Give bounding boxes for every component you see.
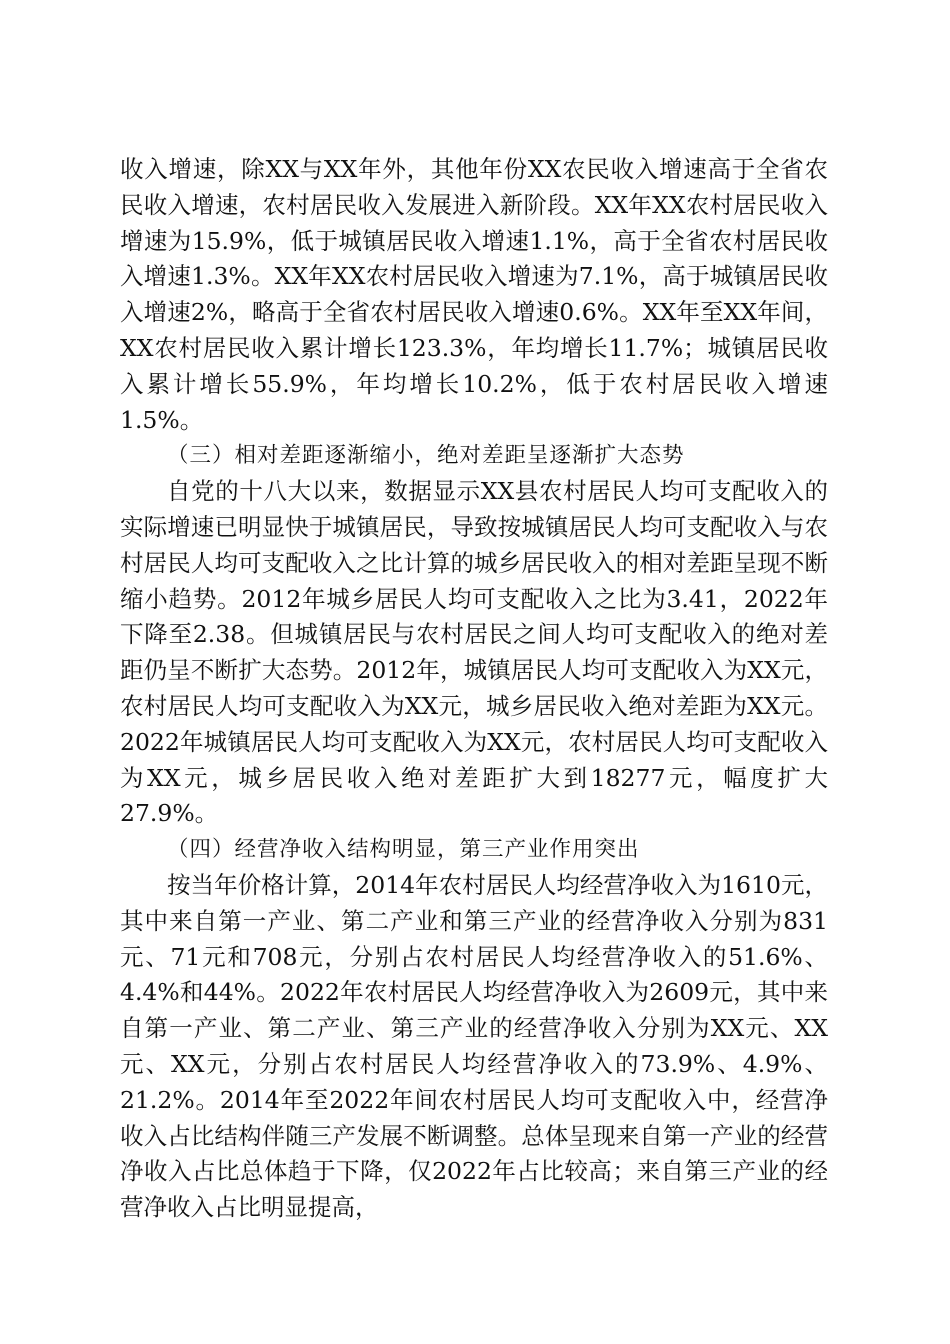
- section-heading-four: （四）经营净收入结构明显，第三产业作用突出: [167, 837, 640, 863]
- body-paragraph-business-income: 按当年价格计算，2014年农村居民人均经营净收入为1610元，其中来自第一产业、第二产业和第三产业的经营净收入分别为831元、71元和708元，分别占农村居民人均经营净收入的51.6%、4.4%和44%。2022年农村居民人均经营净收入为2609元，其中来自第一产业、第二产业、第三产业的经营净收入分别为XX元、XX元、XX元，分别占农村居民人均经营净收入的73.9%、4.9%、21.2%。2014年至2022年间农村居民人均可支配收入中，经营净收入占比结构伴随三产发展不断调整。总体呈现来自第一产业的经营净收入占比总体趋于下降，仅2022年占比较高；来自第三产业的经营净收入占比明显提高，: [120, 870, 828, 1222]
- body-paragraph-income-gap: 自党的十八大以来，数据显示XX县农村居民人均可支配收入的实际增速已明显快于城镇居民，导致按城镇居民人均可支配收入与农村居民人均可支配收入之比计算的城乡居民收入的相对差距呈现不断缩小趋势。2012年城乡居民人均可支配收入之比为3.41，2022年下降至2.38。但城镇居民与农村居民之间人均可支配收入的绝对差距仍呈不断扩大态势。2012年，城镇居民人均可支配收入为XX元，农村居民人均可支配收入为XX元，城乡居民收入绝对差距为XX元。2022年城镇居民人均可支配收入为XX元，农村居民人均可支配收入为XX元，城乡居民收入绝对差距扩大到18277元，幅度扩大27.9%。: [120, 477, 828, 828]
- body-paragraph-income-growth: 收入增速，除XX与XX年外，其他年份XX农民收入增速高于全省农民收入增速，农村居民收入发展进入新阶段。XX年XX农村居民收入增速为15.9%，低于城镇居民收入增速1.1%，高于全省农村居民收入增速1.3%。XX年XX农村居民收入增速为7.1%，高于城镇居民收入增速2%，略高于全省农村居民收入增速0.6%。XX年至XX年间，XX农村居民收入累计增长123.3%，年均增长11.7%；城镇居民收入累计增长55.9%，年均增长10.2%，低于农村居民收入增速1.5%。: [120, 155, 828, 434]
- document-body: [120, 152, 828, 1226]
- section-heading-three: （三）相对差距逐渐缩小，绝对差距呈逐渐扩大态势: [167, 443, 685, 469]
